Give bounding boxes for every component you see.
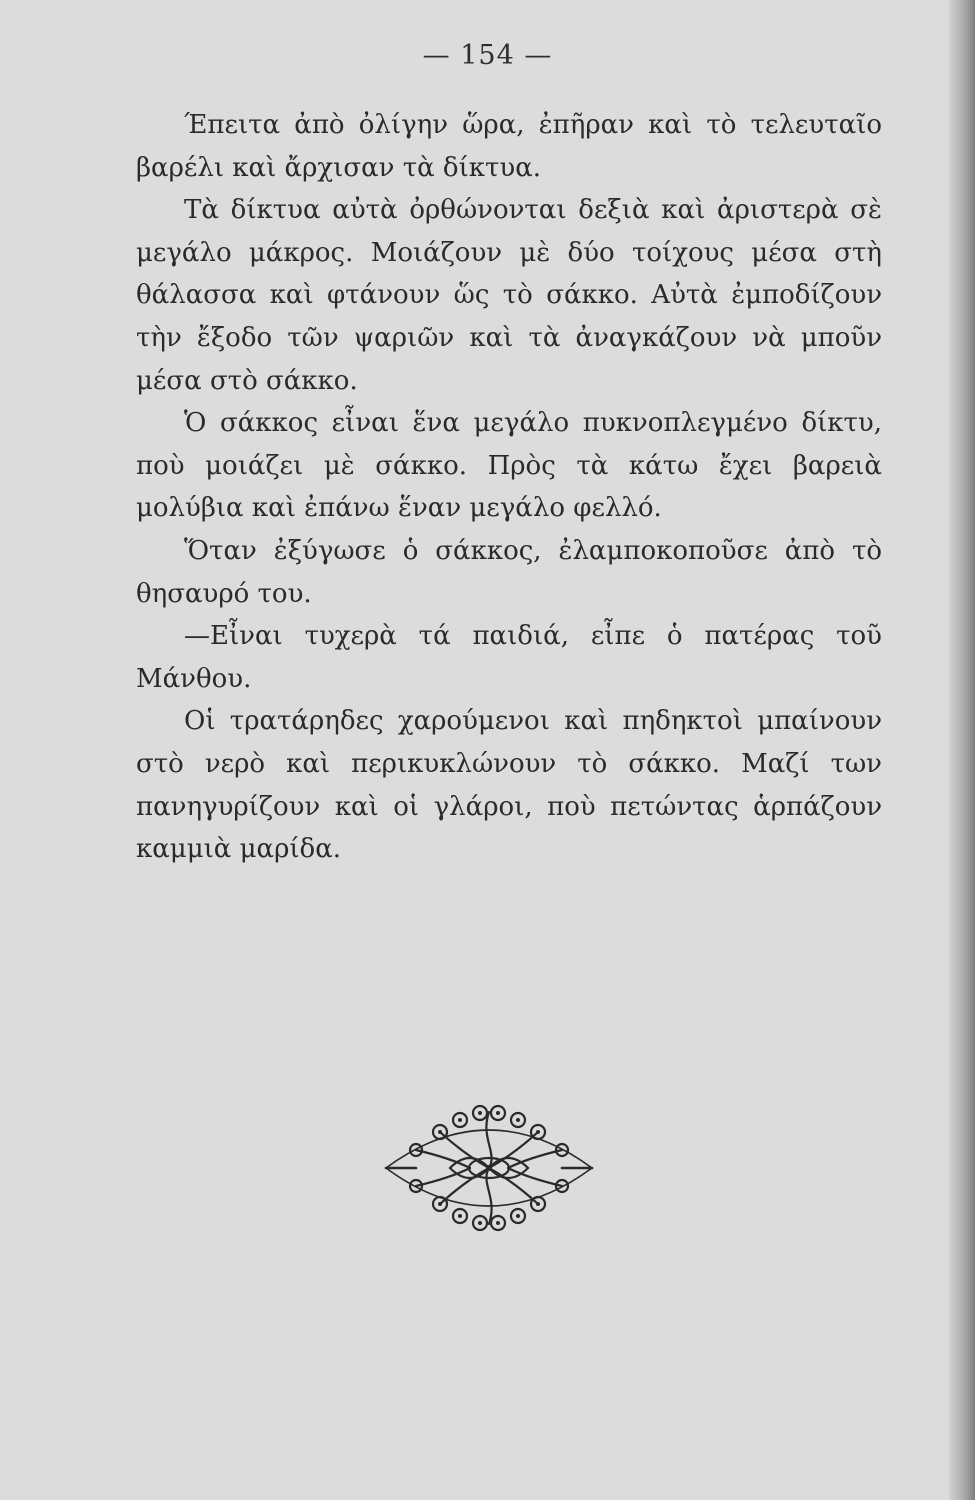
page-number: — 154 — xyxy=(422,40,553,71)
paragraph-3: Ὁ σάκκος εἶναι ἕνα μεγάλο πυκνοπλεγμένο δίκτυ, ποὺ μοιάζει μὲ σάκκο. Πρὸς τὰ κάτω ἔχει βαρειὰ μολύβια καὶ ἐπάνω ἕναν μεγάλο φελλό. xyxy=(136,408,882,524)
paragraph-4: Ὅταν ἐξύγωσε ὁ σάκκος, ἐλαμποκοποῦσε ἀπὸ τὸ θησαυρό του. xyxy=(136,535,882,609)
paragraph-2: Τὰ δίκτυα αὐτὰ ὀρθώνονται δεξιὰ καὶ ἀριστερὰ σὲ μεγάλο μάκρος. Μοιάζουν μὲ δύο τοίχους μέσα στὴ θάλασσα καὶ φτάνουν ὥς τὸ σάκκο. Αὐτὰ ἐμποδίζουν τὴν ἔξοδο τῶν ψαριῶν καὶ τὰ ἀναγκάζουν νὰ μποῦν μέσα στὸ σάκκο. xyxy=(136,195,882,396)
paragraph-1: Έπειτα ἀπὸ ὀλίγην ὥρα, ἐπῆραν καὶ τὸ τελευταῖο βαρέλι καὶ ἄρχισαν τὰ δίκτυα. xyxy=(136,110,882,183)
body-text xyxy=(136,104,882,871)
paragraph-6: Οἱ τρατάρηδες χαρούμενοι καὶ πηδηκτοὶ μπαίνουν στὸ νερὸ καὶ περικυκλώνουν τὸ σάκκο. Μαζί των πανηγυρίζουν καὶ οἱ γλάροι, ποὺ πετώντας ἁρπάζουν καμμιὰ μαρίδα. xyxy=(136,706,882,865)
floral-ornament-icon xyxy=(380,1098,598,1238)
page-gutter-shadow xyxy=(949,0,975,1500)
paragraph-5: —Εἶναι τυχερὰ τά παιδιά, εἶπε ὁ πατέρας τοῦ Μάνθου. xyxy=(136,621,882,694)
